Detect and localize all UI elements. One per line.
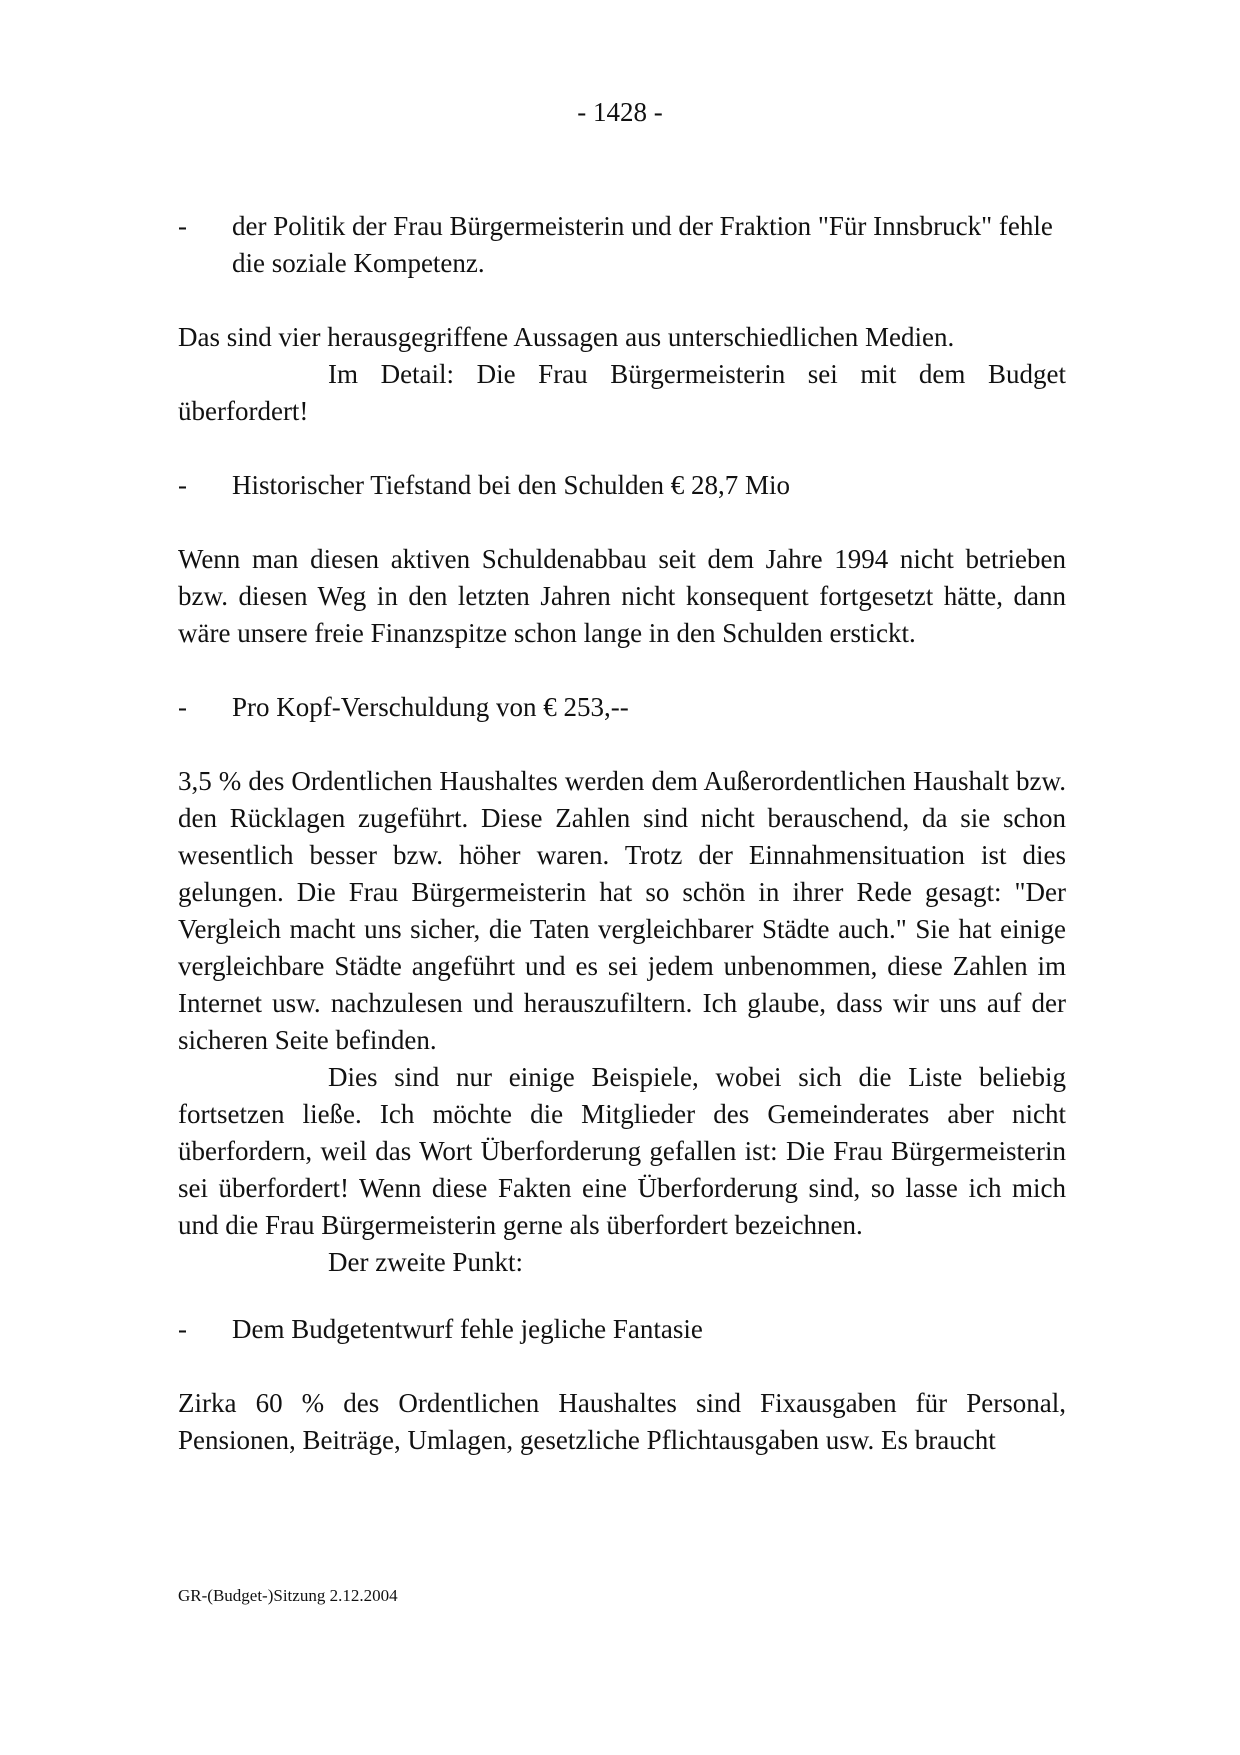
bullet-dash: - <box>178 1314 187 1344</box>
bullet-item <box>178 208 1066 282</box>
bullet-text: Historischer Tiefstand bei den Schulden € 28,7 Mio <box>232 470 790 500</box>
bullet-item <box>178 689 1066 726</box>
paragraph: Im Detail: Die Frau Bürgermeisterin sei mit dem Budget überfordert! <box>178 359 1066 426</box>
footer-session-label: GR-(Budget-)Sitzung 2.12.2004 <box>178 1586 398 1605</box>
paragraph: Zirka 60 % des Ordentlichen Haushaltes sind Fixausgaben für Personal, Pensionen, Beiträge, Umlagen, gesetzliche Pflichtausgaben usw. Es braucht <box>178 1388 1066 1455</box>
bullet-dash: - <box>178 470 187 500</box>
paragraph: 3,5 % des Ordentlichen Haushaltes werden dem Außerordentlichen Haushalt bzw. den Rücklagen zugeführt. Diese Zahlen sind nicht berauschend, da sie schon wesentlich besser bzw. höher waren. Trotz der Einnahmensituation ist dies gelungen. Die Frau Bürgermeisterin hat so schön in ihrer Rede gesagt: "Der Vergleich macht uns sicher, die Taten vergleichbarer Städte auch." Sie hat einige vergleichbare Städte angeführt und es sei jedem unbenommen, diese Zahlen im Internet usw. nachzulesen und herauszufiltern. Ich glaube, dass wir uns auf der sicheren Seite befinden. <box>178 766 1066 1055</box>
bullet-text: Pro Kopf-Verschuldung von € 253,-- <box>232 692 629 722</box>
bullet-dash: - <box>178 211 187 241</box>
paragraph: Das sind vier herausgegriffene Aussagen aus unterschiedlichen Medien. <box>178 322 955 352</box>
bullet-text: Dem Budgetentwurf fehle jegliche Fantasie <box>232 1314 703 1344</box>
bullet-item <box>178 1311 1066 1348</box>
bullet-dash: - <box>178 692 187 722</box>
paragraph: Dies sind nur einige Beispiele, wobei sich die Liste beliebig fortsetzen ließe. Ich möchte die Mitglieder des Gemeinderates aber nicht überfordern, weil das Wort Überforderung gefallen ist: Die Frau Bürgermeisterin sei überfordert! Wenn diese Fakten eine Überforderung sind, so lasse ich mich und die Frau Bürgermeisterin gerne als überfordert bezeichnen. <box>178 1062 1066 1240</box>
paragraph: Der zweite Punkt: <box>328 1247 523 1277</box>
paragraph: Wenn man diesen aktiven Schuldenabbau seit dem Jahre 1994 nicht betrieben bzw. diesen Weg in den letzten Jahren nicht konsequent fortgesetzt hätte, dann wäre unsere freie Finanzspitze schon lange in den Schulden erstickt. <box>178 544 1066 648</box>
bullet-text: der Politik der Frau Bürgermeisterin und der Fraktion "Für Innsbruck" fehle die soziale Kompetenz. <box>232 211 1053 278</box>
page-number: - 1428 - <box>577 97 663 127</box>
document-body <box>178 208 1066 1459</box>
bullet-item <box>178 467 1066 504</box>
